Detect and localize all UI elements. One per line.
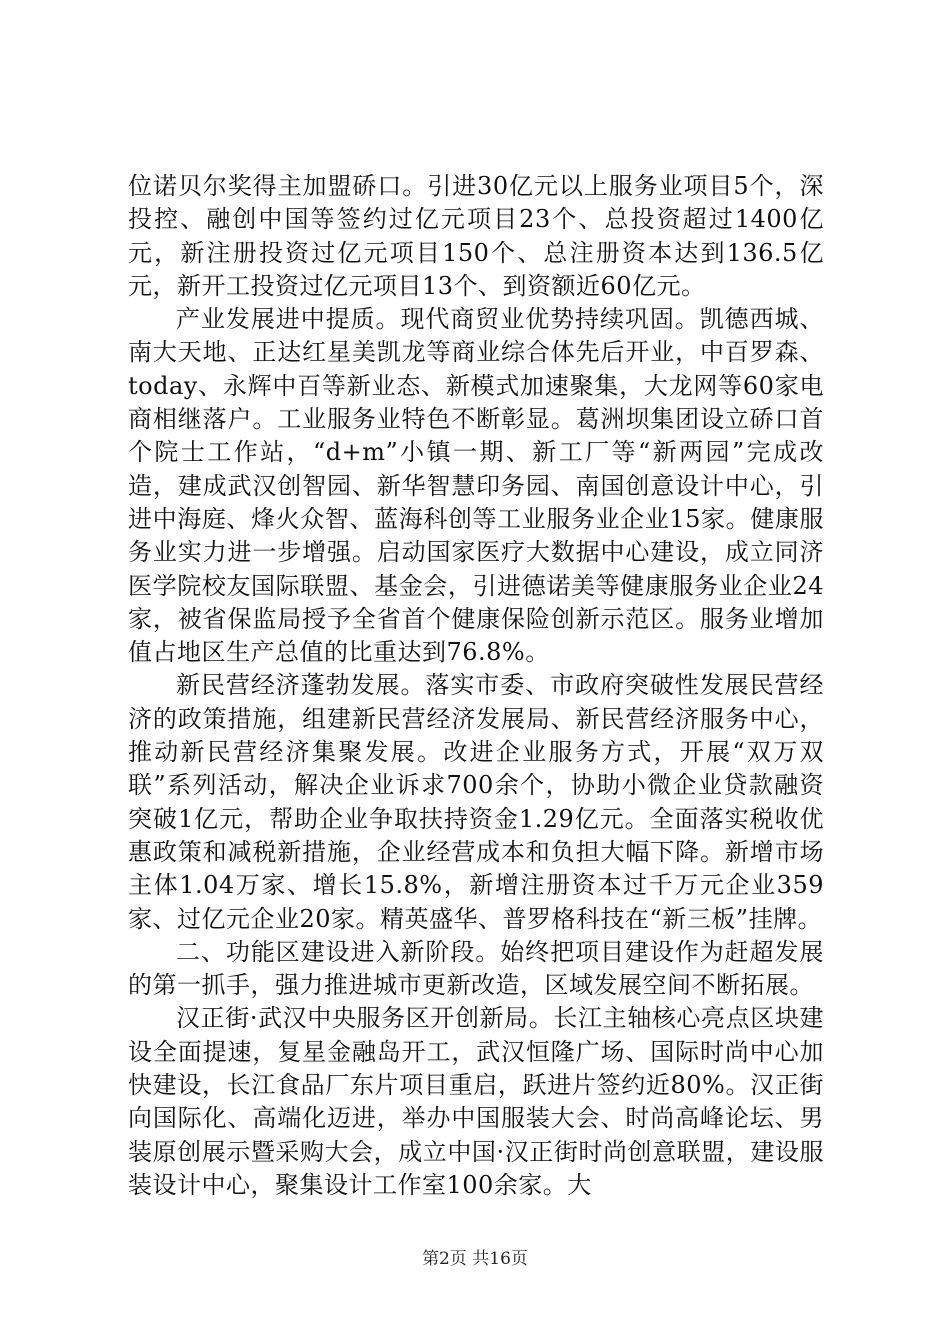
document-body — [128, 170, 824, 1202]
paragraph-5: 汉正街·武汉中央服务区开创新局。长江主轴核心亮点区块建设全面提速，复星金融岛开工，武汉恒隆广场、国际时尚中心加快建设，长江食品厂东片项目重启，跃进片签约近80%。汉正街向国际化、高端化迈进，举办中国服装大会、时尚高峰论坛、男装原创展示暨采购大会，成立中国·汉正街时尚创意联盟，建设服装设计中心，聚集设计工作室100余家。大 — [128, 1004, 824, 1199]
paragraph-4: 二、功能区建设进入新阶段。始终把项目建设作为赶超发展的第一抓手，强力推进城市更新改造，区域发展空间不断拓展。 — [128, 937, 824, 1000]
paragraph-1: 位诺贝尔奖得主加盟硚口。引进30亿元以上服务业项目5个，深投控、融创中国等签约过亿元项目23个、总投资超过1400亿元，新注册投资过亿元项目150个、总注册资本达到136.5亿元，新开工投资过亿元项目13个、到资额近60亿元。 — [128, 172, 824, 300]
paragraph-3: 新民营经济蓬勃发展。落实市委、市政府突破性发展民营经济的政策措施，组建新民营经济发展局、新民营经济服务中心，推动新民营经济集聚发展。改进企业服务方式，开展“双万双联”系列活动，解决企业诉求700余个，协助小微企业贷款融资突破1亿元，帮助企业争取扶持资金1.29亿元。全面落实税收优惠政策和减税新措施，企业经营成本和负担大幅下降。新增市场主体1.04万家、增长15.8%，新增注册资本过千万元企业359家、过亿元企业20家。精英盛华、普罗格科技在“新三板”挂牌。 — [128, 671, 824, 933]
paragraph-2: 产业发展进中提质。现代商贸业优势持续巩固。凯德西城、南大天地、正达红星美凯龙等商业综合体先后开业，中百罗森、today、永辉中百等新业态、新模式加速聚集，大龙网等60家电商相继落户。工业服务业特色不断彰显。葛洲坝集团设立硚口首个院士工作站，“d+m”小镇一期、新工厂等“新两园”完成改造，建成武汉创智园、新华智慧印务园、南国创意设计中心，引进中海庭、烽火众智、蓝海科创等工业服务业企业15家。健康服务业实力进一步增强。启动国家医疗大数据中心建设，成立同济医学院校友国际联盟、基金会，引进德诺美等健康服务业企业24家，被省保监局授予全省首个健康保险创新示范区。服务业增加值占地区生产总值的比重达到76.8%。 — [128, 305, 824, 667]
page-footer: 第2页 共16页 — [422, 1249, 528, 1269]
